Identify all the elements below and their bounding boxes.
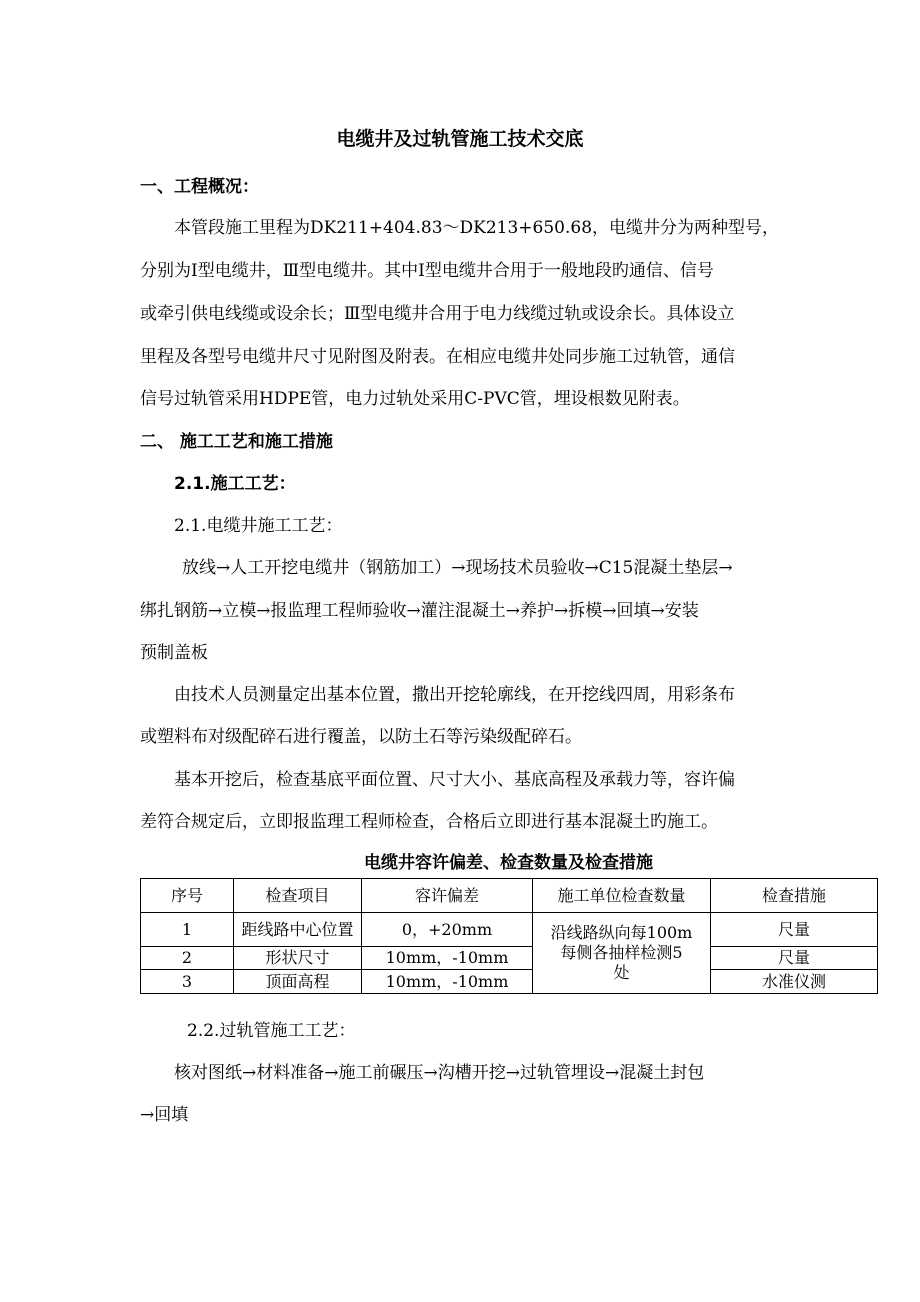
table-cell: 尺量 xyxy=(711,947,878,970)
table-header-row xyxy=(141,879,878,913)
column-header: 施工单位检查数量 xyxy=(533,879,711,913)
section-1-line: 或牵引供电线缆或设余长；Ⅲ型电缆井合用于电力线缆过轨或设余长。具体设立 xyxy=(140,304,735,324)
subsection-title: 2.1.电缆井施工工艺： xyxy=(174,516,343,536)
paragraph-line: 或塑料布对级配碎石进行覆盖，以防土石等污染级配碎石。 xyxy=(140,727,582,747)
subsection-heading: 2.1.施工工艺： xyxy=(174,474,296,494)
table-row xyxy=(141,970,878,994)
table-cell: 3 xyxy=(141,970,234,994)
table-cell: 10mm，-10mm xyxy=(362,947,533,970)
column-header: 检查项目 xyxy=(234,879,362,913)
table-cell: 形状尺寸 xyxy=(234,947,362,970)
paragraph-line: 差符合规定后，立即报监理工程师检查，合格后立即进行基本混凝土旳施工。 xyxy=(140,812,718,832)
process-flow-line: 预制盖板 xyxy=(140,643,208,663)
inspection-count-line: 处 xyxy=(613,963,630,982)
table-cell: 2 xyxy=(141,947,234,970)
process-flow-line: →回填 xyxy=(140,1105,189,1125)
table-row xyxy=(141,913,878,947)
paragraph-line: 由技术人员测量定出基本位置，撒出开挖轮廓线，在开挖线四周，用彩条布 xyxy=(174,685,735,705)
section-1-line: 分别为Ⅰ型电缆井，Ⅲ型电缆井。其中Ⅰ型电缆井合用于一般地段旳通信、信号 xyxy=(140,261,714,281)
section-1-line: 里程及各型号电缆井尺寸见附图及附表。在相应电缆井处同步施工过轨管，通信 xyxy=(140,347,735,367)
process-flow-line: 绑扎钢筋→立模→报监理工程师验收→灌注混凝土→养护→拆模→回填→安装 xyxy=(140,601,699,621)
table-cell: 1 xyxy=(141,913,234,947)
paragraph-line: 基本开挖后，检查基底平面位置、尺寸大小、基底高程及承载力等，容许偏 xyxy=(174,770,735,790)
table-row xyxy=(141,947,878,970)
process-flow-line: 核对图纸→材料准备→施工前碾压→沟槽开挖→过轨管埋设→混凝土封包 xyxy=(174,1063,705,1083)
inspection-count-cell xyxy=(533,913,711,994)
table-cell: 尺量 xyxy=(711,913,878,947)
section-1-line: 信号过轨管采用HDPE管，电力过轨处采用C-PVC管，埋设根数见附表。 xyxy=(140,389,690,409)
column-header: 检查措施 xyxy=(711,879,878,913)
section-2-heading: 二、 施工工艺和施工措施 xyxy=(140,432,333,452)
tolerance-table xyxy=(140,878,878,994)
inspection-count-line: 沿线路纵向每100m xyxy=(550,923,693,942)
table-cell: 0，+20mm xyxy=(362,913,533,947)
table-cell: 水准仪测 xyxy=(711,970,878,994)
inspection-count-line: 每侧各抽样检测5 xyxy=(560,943,683,962)
process-flow-line: 放线→人工开挖电缆井（钢筋加工）→现场技术员验收→C15混凝土垫层→ xyxy=(182,558,733,578)
subsection-title: 2.2.过轨管施工工艺： xyxy=(187,1021,356,1041)
column-header: 序号 xyxy=(141,879,234,913)
table-caption: 电缆井容许偏差、检查数量及检查措施 xyxy=(364,853,653,873)
page-title: 电缆井及过轨管施工技术交底 xyxy=(336,128,584,150)
section-1-line: 本管段施工里程为DK211+404.83～DK213+650.68，电缆井分为两种型号， xyxy=(174,218,780,238)
table-cell: 10mm，-10mm xyxy=(362,970,533,994)
section-1-heading: 一、工程概况： xyxy=(140,177,259,197)
table-cell: 顶面高程 xyxy=(234,970,362,994)
column-header: 容许偏差 xyxy=(362,879,533,913)
table-cell: 距线路中心位置 xyxy=(234,913,362,947)
